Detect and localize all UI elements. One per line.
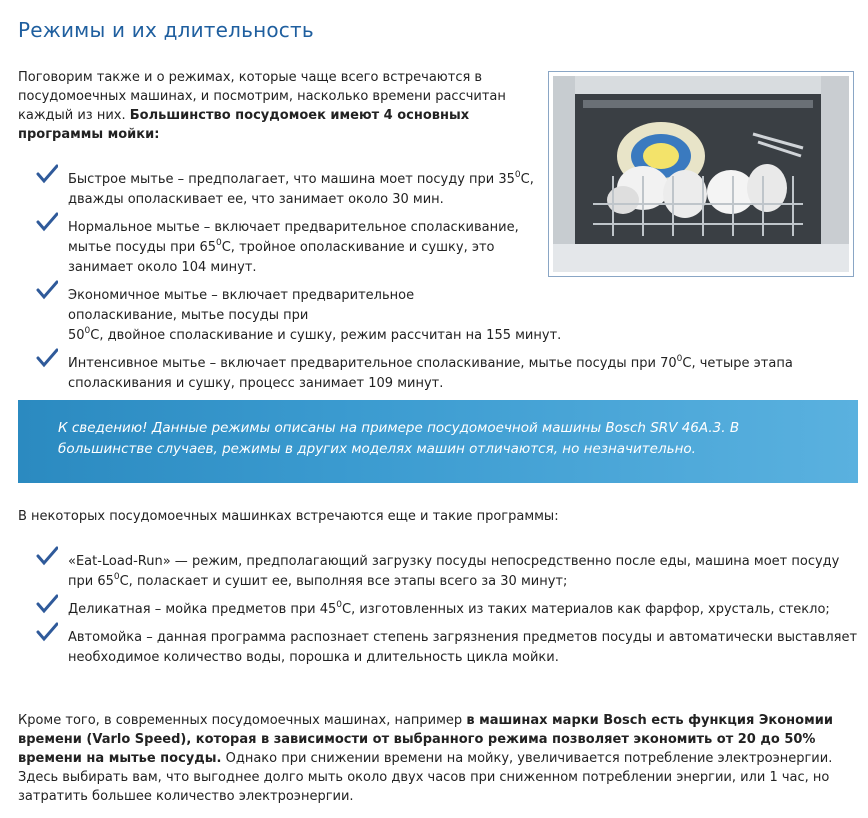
checkmark-icon [36, 212, 58, 232]
mode-item-economy: Экономичное мытье – включает предварительное ополаскивание, мытье посуды при $50^0С$, двойное споласкивание и сушку, режим рассчитан на 155 минут. [18, 286, 868, 346]
checkmark-icon [36, 622, 58, 642]
mode-item-intensive: Интенсивное мытье – включает предварительное споласкивание, мытье посуды при $70^0С$, четыре этапа споласкивания и сушку, процесс занимает 109 минут. [18, 354, 858, 394]
checkmark-icon [36, 546, 58, 566]
other-programs-intro: В некоторых посудомоечных машинках встречаются еще и такие программы: [18, 509, 559, 524]
program-item-eat-load-run: «Eat-Load-Run» — режим, предполагающий загрузку посуды непосредственно после еды, машина моет посуду при $65^0С$, поласкает и сушит ее, выполняя все этапы всего за 30 минут; [18, 552, 858, 592]
intro-paragraph [18, 68, 538, 144]
checkmark-icon [36, 280, 58, 300]
page-title: Режимы и их длительность [18, 18, 314, 42]
programs-list [18, 552, 858, 668]
checkmark-icon [36, 348, 58, 368]
final-paragraph: Кроме того, в современных посудомоечных машинах, например в машинах марки Bosch есть функция Экономии времени (Varlo Speed), которая в зависимости от выбранного режима позволяет экономить от 20 до 50% времени на мытье посуды. Однако при снижении времени на мойку, увеличивается потребление электроэнергии. Здесь выбирать вам, что выгоднее долго мыть около двух часов при сниженном потреблении энергии, или 1 час, но затратить большее количество электроэнергии. [18, 713, 833, 804]
mode-item-quick: Быстрое мытье – предполагает, что машина моет посуду при $35^0С$, дважды ополаскивает ее, что занимает около 30 мин. [18, 170, 588, 210]
info-note: К сведению! Данные режимы описаны на примере посудомоечной машины Bosch SRV 46A.3. В большинстве случаев, режимы в других моделях машин отличаются, но незначительно. [18, 400, 858, 483]
checkmark-icon [36, 164, 58, 184]
modes-list [18, 170, 858, 394]
intro-text: Поговорим также и о режимах, которые чаще всего встречаются в посудомоечных машинах, и посмотрим, насколько времени рассчитан каждый из них. [18, 70, 506, 123]
program-item-delicate: Деликатная – мойка предметов при $45^0С$, изготовленных из таких материалов как фарфор, хрусталь, стекло; [18, 600, 858, 620]
checkmark-icon [36, 594, 58, 614]
program-item-auto: Автомойка – данная программа распознает степень загрязнения предметов посуды и автоматически выставляет необходимое количество воды, порошка и длительность цикла мойки. [18, 628, 858, 668]
intro-bold: Большинство посудомоек имеют 4 основных программы мойки: [18, 108, 470, 142]
mode-item-normal: Нормальное мытье – включает предварительное споласкивание, мытье посуды при $65^0С$, тройное ополаскивание и сушку, это занимает около 104 минут. [18, 218, 538, 278]
